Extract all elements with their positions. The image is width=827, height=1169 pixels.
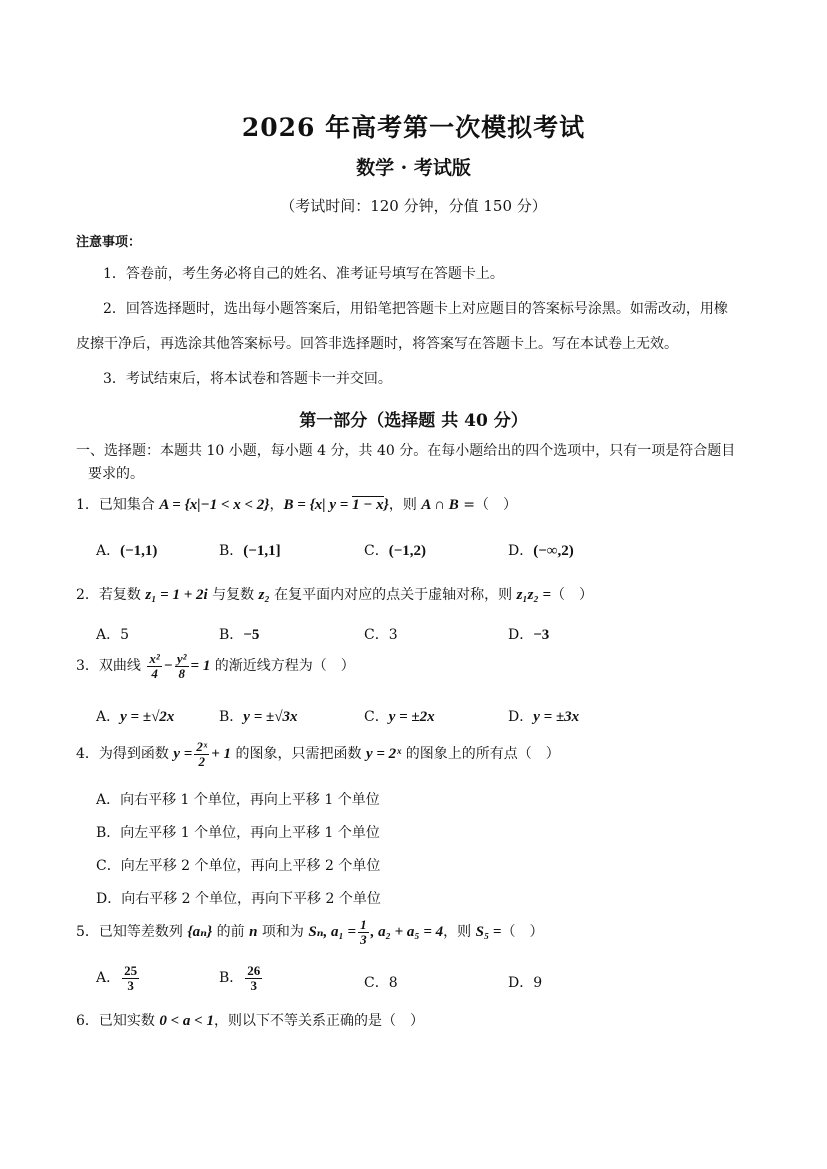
z2-symbol: z₂ — [258, 587, 270, 603]
q4-option-b[interactable]: B．向左平移 1 个单位，再向上平移 1 个单位 — [96, 825, 380, 841]
question-4: 4．为得到函数 y = $\frac{\text{2ˣ}}{2}$ + 1 的图象，只需把函数 y = 2ˣ 的图象上的所有点（ ） — [76, 739, 560, 769]
fraction-25-over-3: $\frac{25}{3}$ — [124, 963, 138, 993]
q5-option-b[interactable]: B． $\frac{26}{3}$ — [219, 963, 261, 993]
notice-item-2-line-1: 2．回答选择题时，选出每小题答案后，用铅笔把答题卡上对应题目的答案标号涂黑。如需改动，用橡 — [103, 301, 728, 317]
exam-subtitle: 数学 · 考试版 — [356, 157, 471, 179]
product-expr: z₁z₂ = — [516, 587, 552, 603]
notice-item-2-line-2: 皮擦干净后，再选涂其他答案标号。回答非选择题时，将答案写在答题卡上。写在本试卷上无效。 — [76, 336, 678, 352]
q1-option-d[interactable]: D．(−∞,2) — [508, 543, 574, 559]
q1-option-c[interactable]: C．(−1,2) — [364, 543, 427, 559]
section-intro-line-1: 一、选择题：本题共 10 小题，每小题 4 分，共 40 分。在每小题给出的四个选项中，只有一项是符合题目 — [76, 443, 736, 459]
notice-item-3: 3．考试结束后，将本试卷和答题卡一并交回。 — [103, 371, 392, 387]
q5-option-d[interactable]: D．9 — [508, 975, 543, 991]
sqrt-radicand: 1 − x — [352, 497, 384, 513]
q2-option-d[interactable]: D．−3 — [508, 627, 550, 643]
exam-title: 2026 年高考第一次模拟考试 — [241, 113, 586, 142]
exam-time-info: （考试时间：120 分钟，分值 150 分） — [280, 197, 547, 215]
q5-option-a[interactable]: A． $\frac{25}{3}$ — [96, 963, 138, 993]
q2-option-a[interactable]: A．5 — [96, 627, 130, 643]
fraction-x2-over-4: $\frac{\text{x²}}{4}$ — [149, 651, 160, 681]
base-function: y = 2ˣ — [365, 746, 402, 763]
notice-item-1: 1．答卷前，考生务必将自己的姓名、准考证号填写在答题卡上。 — [103, 266, 504, 282]
q3-option-c[interactable]: C．y = ±2x — [364, 709, 435, 725]
z1-expr: z₁ = 1 + 2i — [145, 587, 208, 603]
question-5: 5．已知等差数列 {aₙ} 的前 n 项和为 Sₙ, a₁ = $\frac{1}{3}$ , a₂ + a₅ = 4，则 S₅ =（ ） — [76, 917, 544, 947]
question-2: 2．若复数 z₁ = 1 + 2i 与复数 z₂ 在复平面内对应的点关于虚轴对称，则 z₁z₂ =（ ） — [76, 587, 594, 603]
section-title: 第一部分（选择题 共 40 分） — [299, 411, 528, 431]
q5-option-c[interactable]: C．8 — [364, 975, 398, 991]
q1-option-b[interactable]: B．(−1,1] — [219, 543, 281, 559]
question-6: 6．已知实数 0 < a < 1，则以下不等关系正确的是（ ） — [76, 1013, 424, 1029]
fraction-2x-over-2: $\frac{\text{2ˣ}}{2}$ — [196, 739, 208, 769]
q3-option-d[interactable]: D．y = ±3x — [508, 709, 580, 725]
question-3: 3．双曲线 $\frac{\text{x²}}{4}$ − $\frac{\text{y²}}{8}$ = 1 的渐近线方程为（ ） — [76, 651, 355, 681]
fraction-1-over-3: $\frac{1}{3}$ — [360, 917, 367, 947]
q3-option-b[interactable]: B．y = ±√3x — [219, 709, 298, 725]
set-b-start: B = {x| y = — [283, 497, 353, 513]
q1-option-a[interactable]: A．(−1,1) — [96, 543, 158, 559]
question-1: 1．已知集合 A = {x|−1 < x < 2}，B = {x| y = 1 − x}，则 A ∩ B =（ ） — [76, 497, 517, 513]
fraction-26-over-3: $\frac{26}{3}$ — [247, 963, 261, 993]
q4-option-c[interactable]: C．向左平移 2 个单位，再向上平移 2 个单位 — [96, 858, 381, 874]
q3-option-a[interactable]: A．y = ±√2x — [96, 709, 175, 725]
fraction-y2-over-8: $\frac{\text{y²}}{8}$ — [176, 651, 187, 681]
notice-heading: 注意事项： — [76, 235, 142, 250]
section-intro-line-2: 要求的。 — [88, 466, 144, 482]
condition-expr: 0 < a < 1 — [159, 1013, 214, 1029]
q4-option-a[interactable]: A．向右平移 1 个单位，再向上平移 1 个单位 — [96, 792, 380, 808]
intersection-expr: A ∩ B — [421, 497, 459, 513]
sequence-symbol: {aₙ} — [187, 924, 213, 941]
q2-option-c[interactable]: C．3 — [364, 627, 398, 643]
q2-option-b[interactable]: B．−5 — [219, 627, 260, 643]
set-a: A = {x|−1 < x < 2} — [159, 497, 270, 513]
q4-option-d[interactable]: D．向右平移 2 个单位，再向下平移 2 个单位 — [96, 891, 381, 907]
